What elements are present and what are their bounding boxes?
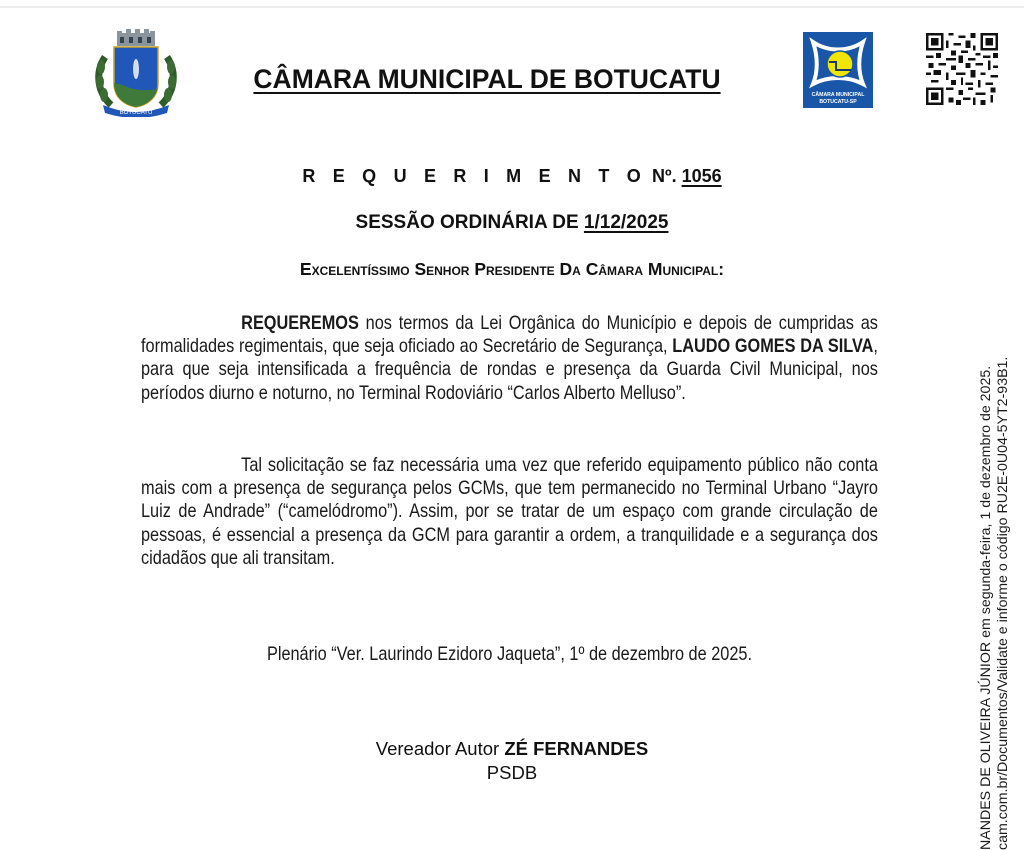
signature-prefix: Vereador Autor xyxy=(375,738,505,759)
coat-of-arms-logo xyxy=(93,27,179,117)
body-paragraph-1 xyxy=(141,312,878,405)
paragraph2-text: Tal solicitação se faz necessária uma vez que referido equipamento público não conta mais com a presença de segurança pelos GCMs, que tem permanecido no Terminal Urbano “Jayro Luiz de Andrade” (“camelódromo”). Assim, por se tratar de um espaço com grande circulação de pessoas, é essencial a presença da GCM para garantir a ordem, a tranquilidade e a segurança dos cidadãos que ali transitam. xyxy=(141,455,878,569)
validation-stamp xyxy=(978,290,1012,850)
crest-banner-text: BOTUCATU xyxy=(119,110,153,116)
session-date: 1/12/2025 xyxy=(583,212,669,233)
secretary-name: LAUDO GOMES DA SILVA xyxy=(672,336,874,358)
salutation: Excelentíssimo Senhor Presidente Da Câmara Municipal: xyxy=(299,259,725,279)
validation-line-2: cam.com.br/Documentos/Validate e informe o código RU2E-0U04-5YT2-93B1. xyxy=(995,356,1011,850)
session-label: SESSÃO ORDINÁRIA DE xyxy=(355,212,579,233)
top-divider xyxy=(0,6,1024,8)
signature-line xyxy=(0,737,1024,761)
requerimento-heading xyxy=(0,166,1024,187)
paragraph1-text-b: , para que seja intensificada a frequência de rondas e presença da Guarda Civil Municipal, nos períodos diurno e noturno, no Terminal Rodoviário “Carlos Alberto Melluso”. xyxy=(141,336,878,404)
requerimento-label: R E Q U E R I M E N T O xyxy=(302,166,647,186)
requerimento-number-label: Nº. xyxy=(652,166,677,186)
camara-brand-logo xyxy=(803,32,873,108)
validation-line-1: NANDES DE OLIVEIRA JÚNIOR em segunda-feira, 1 de dezembro de 2025. xyxy=(978,365,994,850)
page-title: CÂMARA MUNICIPAL DE BOTUCATU xyxy=(253,64,721,94)
place-date xyxy=(141,644,878,666)
signature-block xyxy=(0,737,1024,785)
brand-logo-line1: CÂMARA MUNICIPAL xyxy=(811,92,865,98)
qr-code[interactable] xyxy=(926,33,998,105)
requerimento-number: 1056 xyxy=(681,166,722,186)
body-paragraph-2 xyxy=(141,454,878,570)
party-name: PSDB xyxy=(486,762,538,783)
session-heading xyxy=(0,212,1024,234)
requeremos-bold: REQUEREMOS xyxy=(241,313,359,334)
place-date-text: Plenário “Ver. Laurindo Ezidoro Jaqueta”, 1º de dezembro de 2025. xyxy=(266,644,752,665)
paragraph1-text-a: nos termos da Lei Orgânica do Município e depois de cumpridas as formalidades regimentais, que seja oficiado ao Secretário de Segurança, xyxy=(141,313,878,358)
author-name: ZÉ FERNANDES xyxy=(504,738,649,759)
brand-logo-line2: BOTUCATU-SP xyxy=(819,99,857,105)
